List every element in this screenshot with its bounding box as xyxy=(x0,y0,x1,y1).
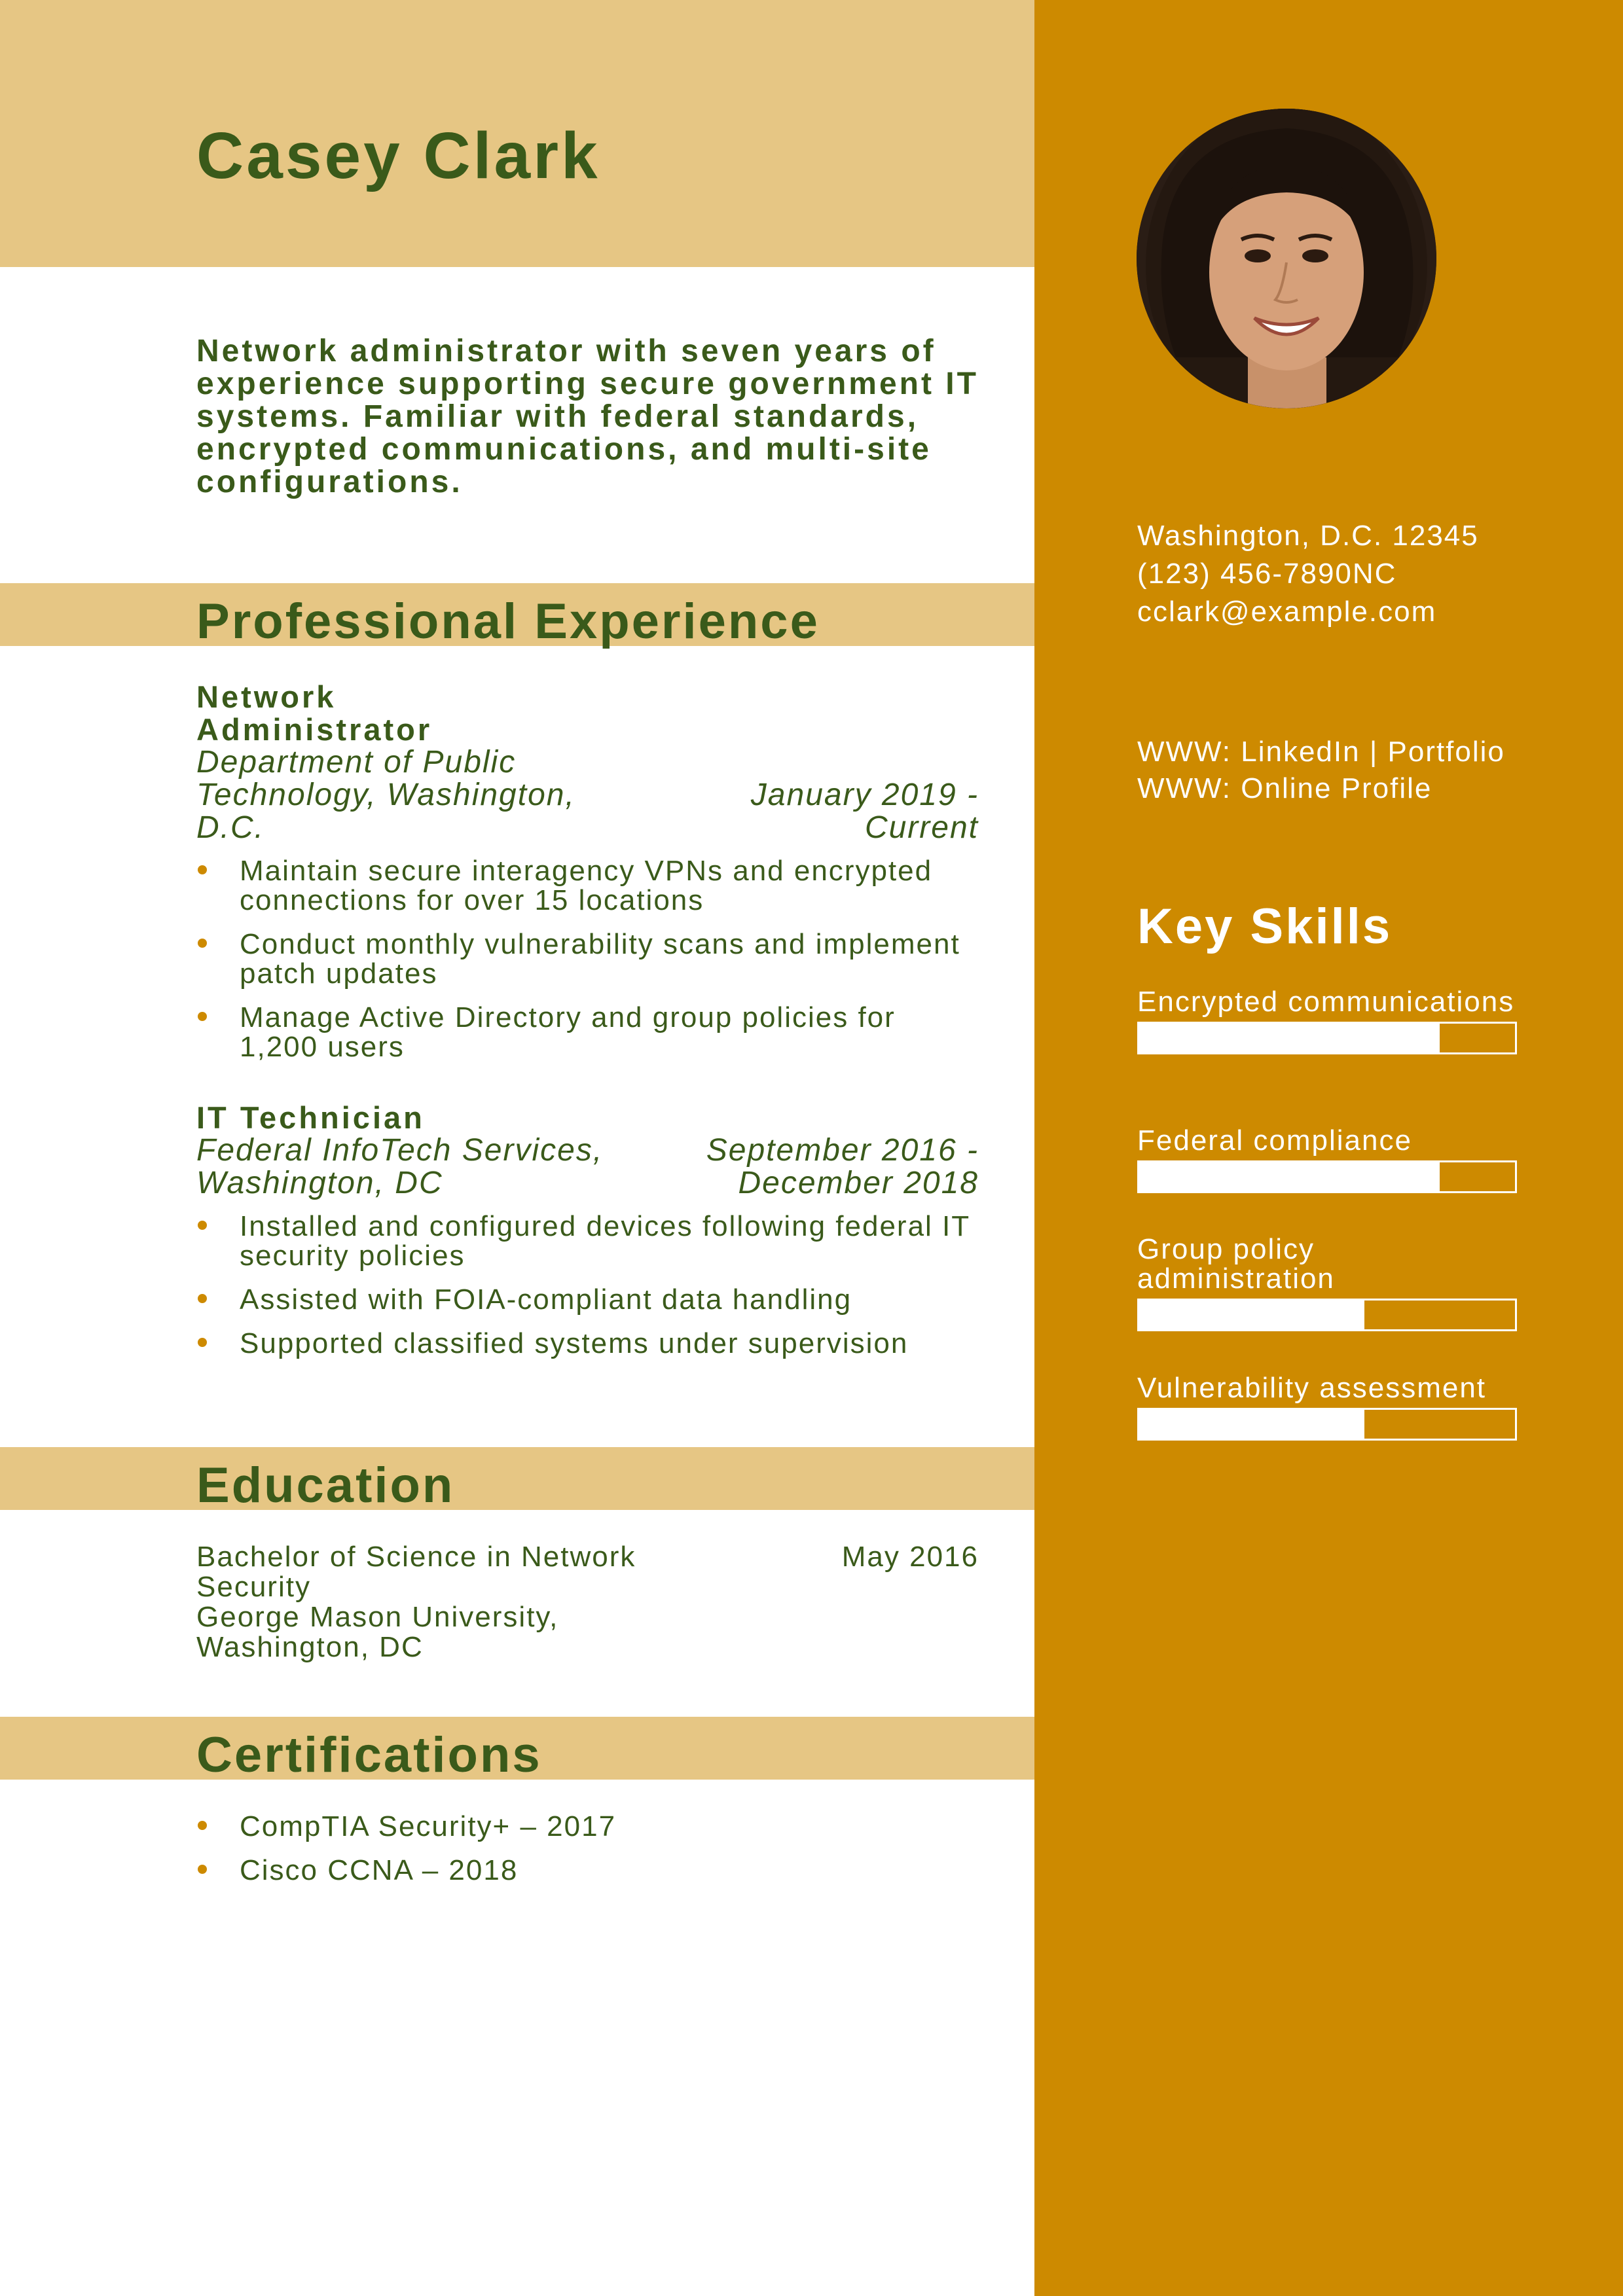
list-item: Conduct monthly vulnerability scans and implement patch updates xyxy=(196,929,979,988)
section-title-education: Education xyxy=(196,1458,455,1513)
section-title-certifications: Certifications xyxy=(196,1727,542,1783)
education-entry xyxy=(196,1542,979,1662)
job-bullets xyxy=(196,1211,979,1358)
skill-label: Group policy administration xyxy=(1137,1233,1335,1295)
contact-info xyxy=(1137,517,1563,631)
skill-bar-fill xyxy=(1139,1024,1440,1052)
bullet-icon xyxy=(198,1338,207,1347)
bullet-icon xyxy=(198,1821,207,1830)
list-item: Supported classified systems under supervision xyxy=(196,1329,979,1358)
list-item: Manage Active Directory and group policies for 1,200 users xyxy=(196,1003,979,1062)
job-organization: Federal InfoTech Services, Washington, DC xyxy=(196,1133,604,1200)
summary: Network administrator with seven years of experience supporting secure government IT systems. Familiar with federal standards, encrypted communications, and multi-site configurations. xyxy=(196,334,979,499)
job-title: IT Technician xyxy=(196,1100,425,1135)
job-meta xyxy=(196,746,979,844)
list-item: Assisted with FOIA-compliant data handling xyxy=(196,1285,979,1314)
list-item: CompTIA Security+ – 2017 xyxy=(196,1812,979,1841)
skill-bar xyxy=(1137,1408,1517,1441)
job-entry xyxy=(196,681,979,1076)
skill-bar xyxy=(1137,1022,1517,1054)
skill-bar xyxy=(1137,1160,1517,1193)
bullet-icon xyxy=(198,1865,207,1874)
web-links-portfolio[interactable]: WWW: LinkedIn | Portfolio xyxy=(1137,736,1505,768)
education-degree: Bachelor of Science in Network Security xyxy=(196,1541,636,1603)
job-meta xyxy=(196,1134,979,1200)
bullet-icon xyxy=(198,865,207,874)
web-links xyxy=(1137,737,1530,804)
skill-item xyxy=(1137,1234,1517,1331)
job-dates: September 2016 - December 2018 xyxy=(706,1133,979,1200)
skill-bar-fill xyxy=(1139,1410,1364,1439)
skill-label: Federal compliance xyxy=(1137,1124,1412,1157)
web-online-profile[interactable]: WWW: Online Profile xyxy=(1137,772,1432,804)
list-item: Maintain secure interagency VPNs and encrypted connections for over 15 locations xyxy=(196,856,979,915)
bullet-icon xyxy=(198,939,207,948)
job-entry xyxy=(196,1102,979,1372)
skill-item xyxy=(1137,987,1517,1054)
skill-bar-fill xyxy=(1139,1300,1364,1329)
profile-photo-illustration xyxy=(1137,109,1436,408)
education-band xyxy=(0,1447,1034,1513)
list-item: Installed and configured devices following federal IT security policies xyxy=(196,1211,979,1270)
section-title-skills: Key Skills xyxy=(1137,899,1393,954)
bullet-icon xyxy=(198,1294,207,1303)
skill-item xyxy=(1137,1373,1517,1441)
skill-label: Encrypted communications xyxy=(1137,986,1515,1018)
profile-photo xyxy=(1137,109,1436,408)
bullet-icon xyxy=(198,1012,207,1021)
job-organization: Department of Public Technology, Washington, D.C. xyxy=(196,745,575,845)
candidate-name: Casey Clark xyxy=(196,119,600,192)
skill-bar-fill xyxy=(1139,1162,1440,1191)
list-item: Cisco CCNA – 2018 xyxy=(196,1856,979,1885)
skill-bar xyxy=(1137,1299,1517,1331)
section-title-experience: Professional Experience xyxy=(196,594,820,649)
education-date: May 2016 xyxy=(841,1541,979,1573)
contact-address: Washington, D.C. 12345 xyxy=(1137,520,1479,552)
skill-item xyxy=(1137,1126,1517,1193)
contact-phone: (123) 456-7890NC xyxy=(1137,558,1397,590)
skill-label: Vulnerability assessment xyxy=(1137,1372,1487,1404)
contact-email[interactable]: cclark@example.com xyxy=(1137,596,1437,628)
job-title: Network Administrator xyxy=(196,679,433,747)
job-dates: January 2019 - Current xyxy=(750,778,979,845)
certifications-list xyxy=(196,1812,979,1899)
education-school: George Mason University, Washington, DC xyxy=(196,1601,559,1663)
bullet-icon xyxy=(198,1221,207,1230)
job-bullets xyxy=(196,856,979,1062)
